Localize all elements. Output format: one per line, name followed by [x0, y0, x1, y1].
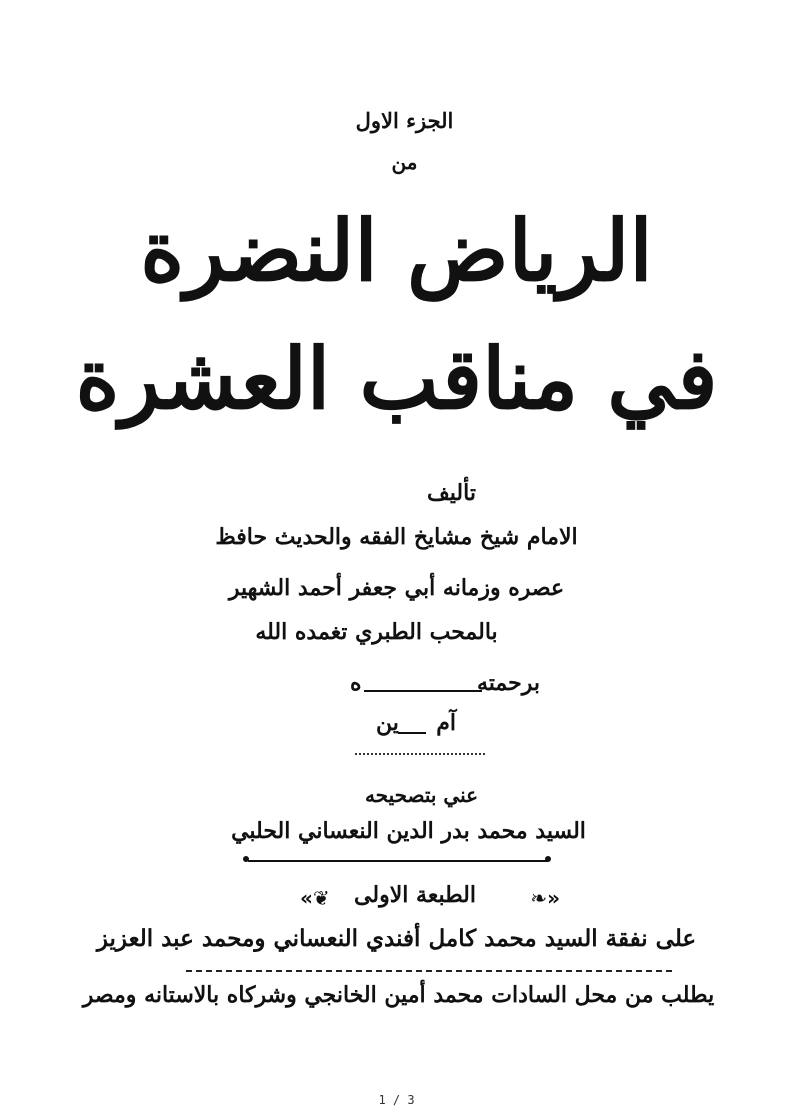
- mercy-end: ه: [350, 670, 362, 696]
- edition-label: الطبعة الاولى: [354, 882, 476, 908]
- ornamental-rule: [248, 860, 548, 862]
- author-line-1: الامام شيخ مشايخ الفقه والحديث حافظ: [215, 524, 578, 550]
- authored-by-label: تأليف: [427, 480, 476, 506]
- author-line-3: بالمحب الطبري تغمده الله: [255, 619, 498, 645]
- ornament-left-icon: «❦: [300, 886, 330, 910]
- rule-cap-left: [243, 856, 249, 862]
- amen-line: [376, 710, 456, 740]
- from-label: من: [391, 150, 418, 174]
- volume-label: الجزء الاول: [355, 108, 454, 133]
- dotted-separator: [355, 753, 485, 761]
- orders-line: يطلب من محل السادات محمد أمين الخانجي وشركاه بالاستانه ومصر: [82, 982, 715, 1008]
- editor-name: السيد محمد بدر الدين النعساني الحلبي: [231, 818, 586, 844]
- author-line-2: عصره وزمانه أبي جعفر أحمد الشهير: [228, 575, 565, 601]
- mercy-line: [350, 670, 550, 700]
- expense-line: على نفقة السيد محمد كامل أفندي النعساني ومحمد عبد العزيز: [96, 925, 697, 952]
- page-indicator: 1 / 3: [378, 1093, 415, 1107]
- amen-start: آم: [436, 710, 456, 736]
- edited-by-label: عني بتصحيحه: [364, 783, 479, 807]
- amen-stretch: [398, 732, 426, 734]
- dashed-separator: [186, 970, 672, 972]
- amen-end: ين: [376, 710, 399, 736]
- mercy-start: برحمته: [476, 670, 540, 696]
- rule-cap-right: [545, 856, 551, 862]
- mercy-stretch: [364, 690, 482, 692]
- book-title-line-1: الرياض النضرة: [140, 201, 653, 300]
- edition-row: [270, 880, 560, 920]
- book-title-line-2: في مناقب العشرة: [75, 329, 718, 428]
- ornament-right-icon: ❧»: [530, 886, 560, 910]
